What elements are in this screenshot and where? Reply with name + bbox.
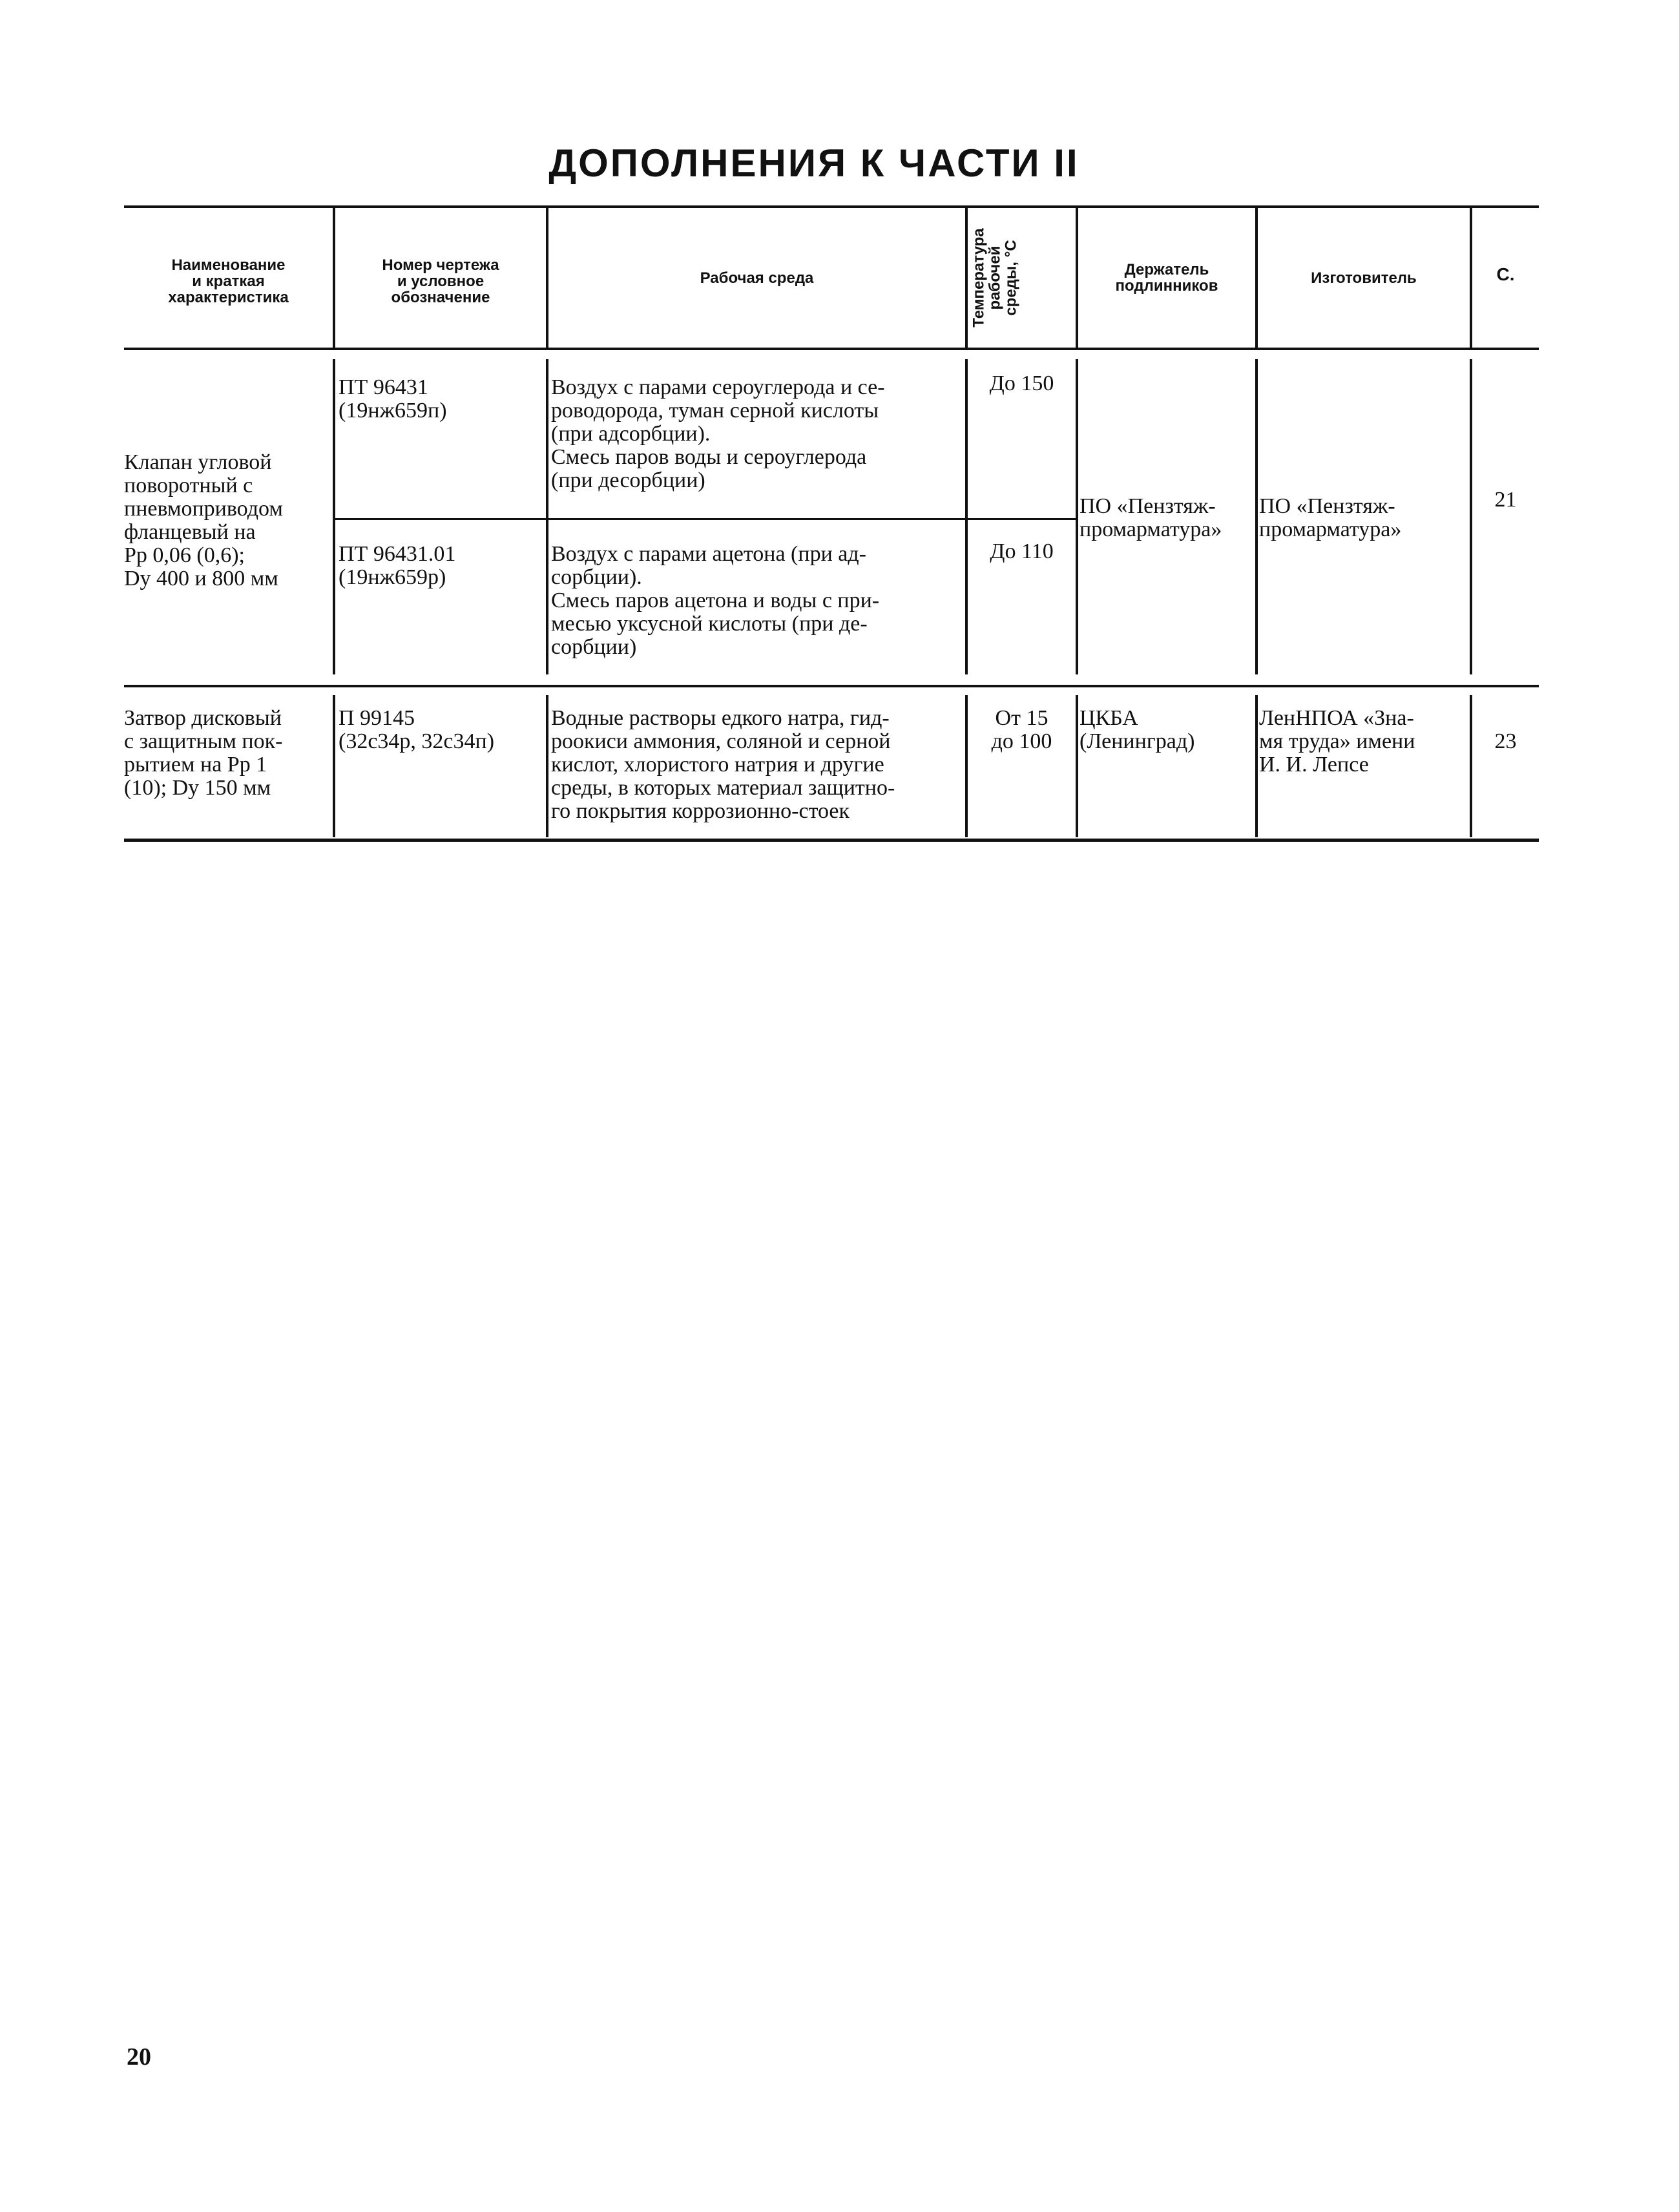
row1-name: Клапан угловой поворотный с пневмоприводом фланцевый на Pр 0,06 (0,6); Dу 400 и 800 мм <box>124 450 283 590</box>
column-divider <box>965 208 968 348</box>
column-divider <box>1470 359 1472 674</box>
row-separator <box>124 685 1539 687</box>
header-holder: Держатель подлинников <box>1115 261 1218 295</box>
row1-manufacturer: ПО «Пензтяж- промарматура» <box>1259 494 1402 541</box>
column-divider <box>1076 359 1078 674</box>
header-bottom-rule <box>124 348 1539 350</box>
table-bottom-rule <box>124 839 1539 842</box>
column-divider <box>333 359 335 674</box>
header-temperature: Температура рабочей среды, °С <box>970 228 1020 328</box>
header-drawing: Номер чертежа и условное обозначение <box>382 256 499 306</box>
column-divider <box>333 695 335 837</box>
page-number: 20 <box>127 2043 151 2071</box>
row1-temperature-2: До 110 <box>990 539 1054 563</box>
row2-name: Затвор дисковый с защитным пок- рытием на Pр 1 (10); Dу 150 мм <box>124 706 283 800</box>
header-medium: Рабочая среда <box>700 269 814 287</box>
page-title: ДОПОЛНЕНИЯ К ЧАСТИ II <box>548 141 1079 185</box>
column-divider <box>1255 695 1258 837</box>
header-name: Наименование и краткая характеристика <box>168 256 289 306</box>
row1-holder: ПО «Пензтяж- промарматура» <box>1079 494 1222 541</box>
row2-drawing: П 99145 (32с34р, 32с34п) <box>339 706 495 753</box>
header-manufacturer: Изготовитель <box>1311 269 1417 287</box>
column-divider <box>1076 695 1078 837</box>
column-divider <box>546 359 548 674</box>
row1-medium-2: Воздух с парами ацетона (при ад- сорбции). Смесь паров ацетона и воды с при- месью уксусной кислоты (при де- сорбции) <box>551 542 880 659</box>
row1-page: 21 <box>1494 488 1517 512</box>
row1-drawing-1: ПТ 96431 (19нж659п) <box>339 375 447 423</box>
column-divider <box>1255 359 1258 674</box>
row2-medium: Водные растворы едкого натра, гид- роокиси аммония, соляной и серной кислот, хлористого натрия и другие среды, в которых материал защитно- го покрытия коррозионно-стоек <box>551 706 895 823</box>
row1-temperature-1: До 150 <box>989 371 1054 395</box>
column-divider <box>1470 695 1472 837</box>
row1-medium-1: Воздух с парами сероуглерода и се- роводорода, туман серной кислоты (при адсорбции). Смесь паров воды и сероуглерода (при десорбции) <box>551 375 885 492</box>
row1-drawing-2: ПТ 96431.01 (19нж659р) <box>339 542 456 589</box>
column-divider <box>546 695 548 837</box>
header-page: С. <box>1496 264 1515 284</box>
column-divider <box>965 359 968 674</box>
row2-holder: ЦКБА (Ленинград) <box>1079 706 1195 753</box>
row2-temperature: От 15 до 100 <box>991 706 1052 753</box>
row2-manufacturer: ЛенНПОА «Зна- мя труда» имени И. И. Лепсе <box>1259 706 1415 777</box>
row2-page: 23 <box>1494 729 1517 753</box>
table-top-rule <box>124 205 1539 208</box>
